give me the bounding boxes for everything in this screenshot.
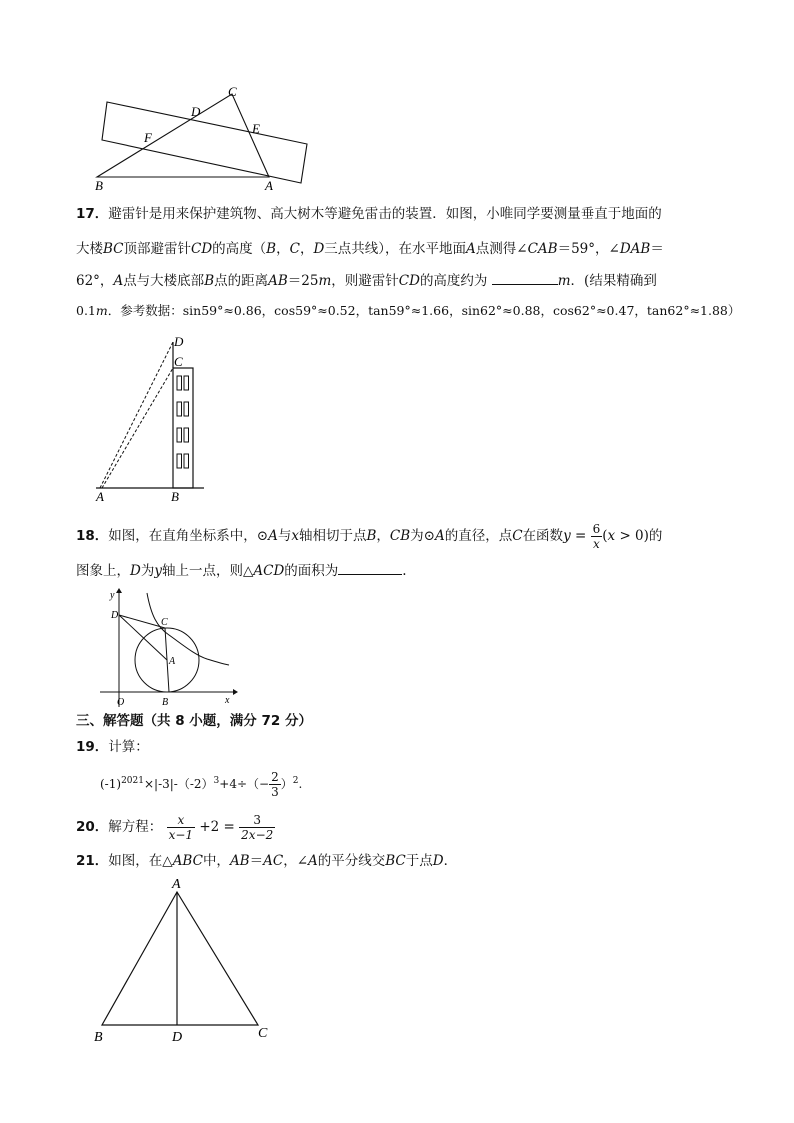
label-y: y bbox=[110, 590, 115, 601]
q17-number: 17． bbox=[76, 206, 109, 222]
figure-circle-hyperbola bbox=[95, 585, 240, 710]
label-A: A bbox=[96, 489, 104, 504]
building bbox=[173, 368, 193, 488]
q18-line2: 图象上，D为y轴上一点，则△ACD的面积为 . bbox=[76, 560, 407, 582]
q20-line: 20．解方程： $\frac{x}{x-1}$ +2 = $\frac{3}{2x-2}$ bbox=[76, 813, 274, 842]
q17-line4: 0.1m．参考数据：sin59°≈0.86，cos59°≈0.52，tan59°≈1.66，sin62°≈0.88，cos62°≈0.47，tan62°≈1.88） bbox=[76, 303, 741, 318]
q20-fraction-left: $\frac{x}{x-1}$ bbox=[168, 813, 194, 842]
label-F: F bbox=[144, 130, 152, 145]
label-A: A bbox=[169, 656, 176, 667]
figure-strip-triangle bbox=[85, 80, 325, 195]
label-B: B bbox=[94, 1030, 103, 1045]
label-D: D bbox=[174, 334, 184, 349]
q19-expression: $(-1)^{2021}\times|-3|-(-2)^3+4\div(-$ $\frac{2}{3}$ ）$^2$. bbox=[100, 770, 303, 799]
label-B: B bbox=[171, 489, 179, 504]
label-C: C bbox=[161, 617, 168, 628]
section-3-title: 三、解答题（共 8 小题，满分 72 分） bbox=[76, 713, 312, 729]
q17-line1: 17．避雷针是用来保护建筑物、高大树木等避免雷击的装置．如图，小唯同学要测量垂直于地面的 bbox=[76, 206, 662, 222]
label-B: B bbox=[162, 697, 169, 708]
label-O: O bbox=[117, 697, 125, 708]
q19-label: 19．计算： bbox=[76, 739, 149, 755]
label-E: E bbox=[252, 121, 260, 136]
x-axis-arrow bbox=[233, 689, 238, 695]
building-windows bbox=[177, 376, 189, 468]
y-axis-arrow bbox=[116, 588, 122, 593]
q20-fraction-right: $\frac{3}{2x-2}$ bbox=[241, 813, 274, 842]
q20-number: 20． bbox=[76, 819, 109, 835]
q18-fraction: $\frac{6}{x}$ bbox=[592, 522, 601, 551]
q17-line2: 大楼BC顶部避雷针CD的高度（B，C，D三点共线），在水平地面A点测得∠CAB＝59°，∠DAB＝ bbox=[76, 241, 664, 257]
q19-fraction: $\frac{2}{3}$ bbox=[271, 770, 279, 799]
figure-lightning-rod bbox=[88, 330, 218, 505]
strip-rectangle bbox=[102, 102, 307, 183]
sightline-ad bbox=[100, 342, 173, 488]
q21-line: 21．如图，在△ABC中，AB＝AC，∠A的平分线交BC于点D． bbox=[76, 853, 458, 869]
label-C: C bbox=[258, 1026, 268, 1041]
q18-answer-blank[interactable] bbox=[338, 560, 402, 575]
label-B: B bbox=[95, 178, 103, 193]
triangle-abc bbox=[102, 892, 258, 1025]
sightline-ac bbox=[102, 368, 173, 488]
label-C: C bbox=[174, 354, 183, 369]
label-D: D bbox=[191, 104, 201, 119]
q19-number: 19． bbox=[76, 739, 109, 755]
figure-isosceles-triangle bbox=[88, 872, 278, 1047]
triangle-abc bbox=[97, 94, 269, 177]
q17-answer-blank[interactable] bbox=[492, 270, 558, 285]
q17-line3: 62°，A点与大楼底部B点的距离AB＝25m，则避雷针CD的高度约为 m．(结果精确到 bbox=[76, 270, 657, 292]
q18-number: 18． bbox=[76, 528, 109, 544]
q18-line1: 18．如图，在直角坐标系中，⊙A与x轴相切于点B，CB为⊙A的直径，点C在函数y = $\frac{6}{x}$ (x > 0)的 bbox=[76, 522, 663, 551]
label-D: D bbox=[111, 610, 119, 621]
label-C: C bbox=[228, 84, 237, 99]
label-A: A bbox=[265, 178, 273, 193]
label-x: x bbox=[225, 695, 230, 706]
label-A: A bbox=[172, 877, 181, 892]
q21-number: 21． bbox=[76, 853, 109, 869]
label-D: D bbox=[172, 1030, 183, 1045]
